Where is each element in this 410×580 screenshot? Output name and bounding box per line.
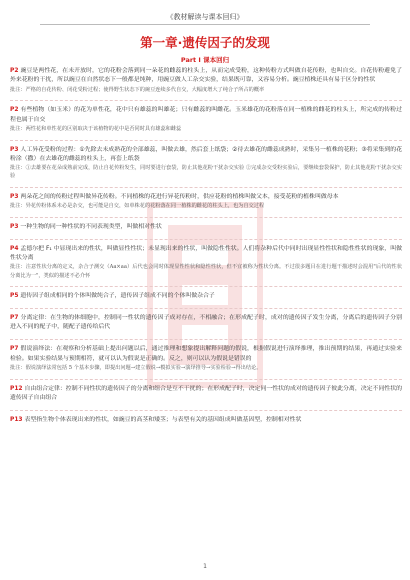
entry-page-ref: P3	[10, 224, 19, 231]
entry-divider	[10, 308, 402, 309]
header-divider	[40, 24, 370, 25]
entry-page-ref: P13	[10, 416, 23, 423]
entry-p3-a	[10, 146, 402, 181]
entry-divider	[10, 410, 402, 411]
entry-text: 遗传因子组成相同的个体叫做纯合子，遗传因子组成不同的个体叫做杂合子	[20, 293, 215, 300]
entry-text: 假说演绎法：在观察和分析基础上提出问题以后，通过推理和想象提出解释问题的假说，根据假说进行演绎推理，推出预期的结果，再通过实验来检验。如果实验结果与预期相符，就可以认为假说是正确的。反之，则可以认为假说是错误的	[10, 346, 402, 362]
entry-p7-b	[10, 345, 402, 372]
part-title: Part I 课本回归	[180, 56, 230, 64]
entry-text: 两朵花之间的传粉过程叫做异花传粉。不同植株的花进行异花传粉时，供应花粉的植株叫做父本，接受花粉的植株叫做母本	[20, 194, 339, 201]
entry-note: 批注：异花传粉体系未必是杂交，也可能是自交，如单株花的花粉落在同一植株的雌花的柱头上，也为自交过程	[10, 203, 265, 210]
entry-p4	[10, 245, 402, 280]
entry-divider	[10, 187, 402, 188]
entry-text: 分离定律：在生物的体细胞中，控制同一性状的遗传因子成对存在，不相融合；在形成配子时，成对的遗传因子发生分离，分离后的遗传因子分别进入不同的配子中，随配子遗传给后代	[10, 315, 402, 331]
entry-p12	[10, 385, 402, 404]
entry-p3-c	[10, 223, 402, 232]
entry-text: 孟德尔把 F₁ 中显现出来的性状，叫做显性性状；未显现出来的性状，叫做隐性性状。人们将杂种后代中同时出现显性性状和隐性性状的现象，叫做性状分离	[10, 245, 402, 262]
entry-page-ref: P4	[10, 245, 19, 252]
entry-divider	[10, 339, 402, 340]
entry-note: 批注：假说演绎法常包括 5 个基本步骤，即提出问题→建立假说→模拟实验→演绎推导→实验检验→得出结论。	[10, 364, 262, 371]
entry-text: 有些植物（如玉米）的花为单性花，花中只有雄蕊的叫雄花；只有雌蕊的叫雌花。玉米雄花的花粉落在同一植株的雌花的柱头上，所完成的传粉过程也属于自交	[10, 107, 402, 123]
entry-p2-b	[10, 106, 402, 133]
entry-text: 表型指生物个体表现出来的性状，如豌豆的高茎和矮茎；与表型有关的基因组成叫做基因型，控制相对性状	[24, 416, 302, 423]
entry-divider	[10, 140, 402, 141]
entry-note: 批注：注意性状分离的定义，杂合子测交（Aa×aa）后代也会同时体现显性性状和隐性性状，但不宜被称为性状分离。不过很多题目在进行题干描述时会混用"后代的性状分离比为一"，类似的描述不必介怀	[10, 264, 402, 279]
page-number: 1	[203, 563, 207, 570]
entry-divider	[10, 239, 402, 240]
entry-note: 批注：两性花和单性花的区别取决于该植物的花中是否同时具有雄蕊和雌蕊	[10, 125, 182, 132]
entry-note: 批注：①去雄要在花朵成熟前完成，防止自花传粉发生，同时要进行套袋，防止其他花粉干扰杂交实验 ②完成杂交受粉实验后，要继续套袋保护，防止其他花粉干扰杂交实验	[10, 165, 402, 180]
entry-text: 一种生物的同一种性状的不同表现类型，叫做相对性状	[20, 224, 162, 231]
entry-text: 人工异花受粉的过程：①先除去未成熟花的全部雄蕊，叫做去雄，然后套上纸袋；②待去雄花的雌蕊成熟时，采集另一植株的花粉；③将采集到的花粉涂（撒）在去雄花的雌蕊的柱头上，再套上纸袋	[10, 146, 402, 162]
entry-p5	[10, 292, 402, 301]
entry-p7-a	[10, 314, 402, 333]
entry-note: 批注：严格的自花传粉、闭花受粉过程；使得野生状态下的豌豆连续多代自交，大幅度增大了纯合子所占的概率	[10, 86, 265, 93]
entry-divider	[10, 100, 402, 101]
running-header: 《教材解读与课本回归》	[166, 13, 244, 21]
entry-p3-b	[10, 193, 402, 211]
entry-p2-a	[10, 67, 402, 94]
entry-text: 自由组合定律：控制不同性状的遗传因子的分离和组合是互不干扰的；在形成配子时，决定同一性状的成对的遗传因子彼此分离，决定不同性状的遗传因子自由组合	[10, 385, 402, 401]
entry-divider	[10, 286, 402, 287]
entry-page-ref: P3	[10, 146, 19, 153]
entry-page-ref: P2	[10, 68, 19, 74]
entry-page-ref: P2	[10, 107, 19, 114]
entry-text: 豌豆是两性花，在未开放时，它的花粉会落到同一朵花的雌蕊的柱头上，从而完成受粉，这种传粉方式叫做自花传粉，也叫自交。自花传粉避免了外来花粉的干扰，所以豌豆在自然状态下一般都是纯种，用豌豆做人工杂交实验，结果既可靠，又容易分析。豌豆植株还具有易于区分的性状	[10, 68, 402, 84]
entry-page-ref: P5	[10, 293, 19, 300]
entry-page-ref: P12	[10, 385, 23, 392]
entry-p13	[10, 416, 402, 425]
entry-page-ref: P3	[10, 194, 19, 201]
entry-divider	[10, 379, 402, 380]
entry-page-ref: P7	[10, 315, 19, 322]
entry-divider	[10, 217, 402, 218]
chapter-title: 第一章·遗传因子的发现	[140, 35, 270, 50]
content-body	[10, 67, 402, 431]
entry-page-ref: P7	[10, 346, 19, 353]
